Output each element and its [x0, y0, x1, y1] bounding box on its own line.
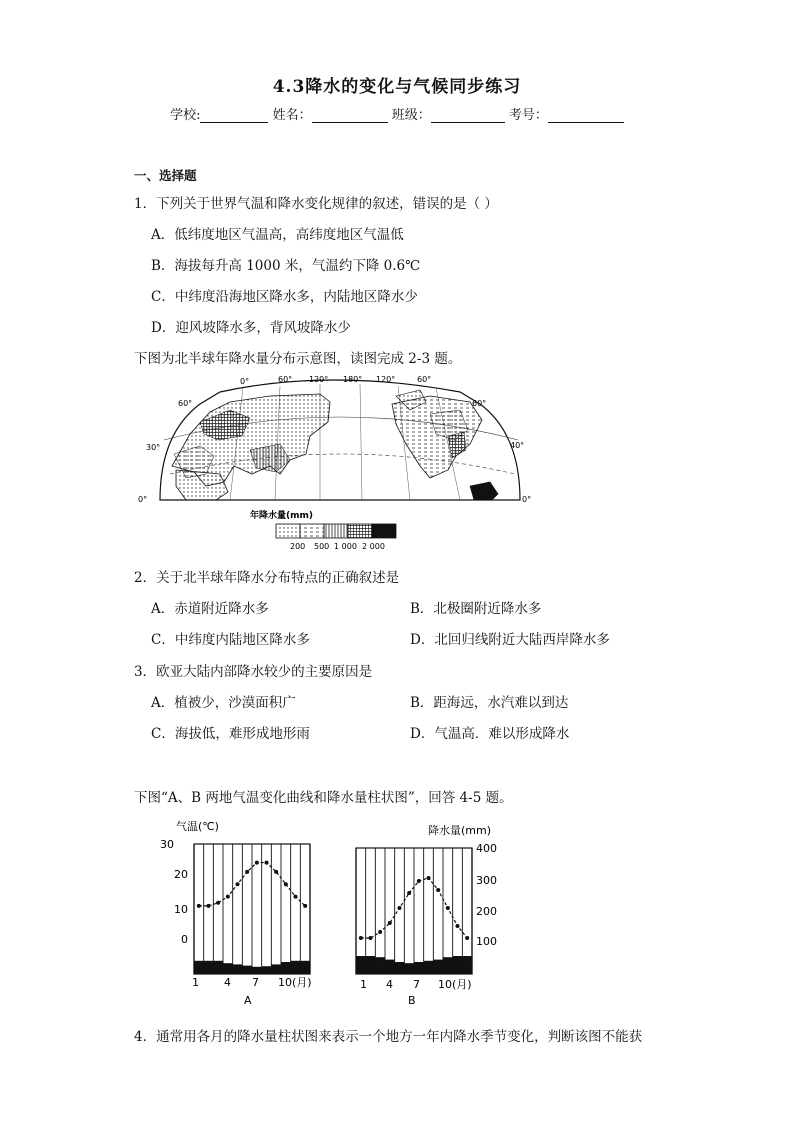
precip-bar	[281, 962, 291, 974]
precip-bar	[375, 957, 385, 974]
precip-bar	[271, 964, 281, 974]
temperature-point	[369, 936, 373, 940]
temperature-point	[284, 882, 288, 886]
temperature-point	[359, 936, 363, 940]
question-2-stem: 2．关于北半球年降水分布特点的正确叙述是	[134, 570, 400, 586]
temperature-point	[274, 870, 278, 874]
map-top-label: 180°	[343, 375, 363, 384]
temperature-point	[245, 870, 249, 874]
question-3-option-d[interactable]: D．气温高．难以形成降水	[410, 726, 570, 742]
precip-bar	[366, 956, 376, 974]
chart-b-precip-tick: 100	[476, 935, 497, 948]
precip-bar	[291, 961, 301, 974]
chart-a-month-tick: 10(月)	[278, 976, 312, 989]
map-right-label: 60°	[472, 399, 487, 408]
map-legend-value: 500	[314, 542, 330, 551]
intro-4-5: 下图“A、B 两地气温变化曲线和降水量柱状图”，回答 4-5 题。	[134, 790, 513, 806]
temperature-point	[407, 891, 411, 895]
question-3-option-c[interactable]: C．海拔低，难形成地形雨	[151, 726, 310, 742]
exam-no-label: 考号：	[508, 108, 548, 123]
chart-b-precip-tick: 200	[476, 905, 497, 918]
precip-bar	[262, 966, 272, 974]
chart-a-month-tick: 1	[192, 976, 199, 989]
temperature-point	[446, 906, 450, 910]
intro-2-3: 下图为北半球年降水量分布示意图，读图完成 2-3 题。	[134, 351, 462, 367]
question-1-stem: 1．下列关于世界气温和降水变化规律的叙述，错误的是（ ）	[134, 196, 498, 212]
temperature-point	[197, 904, 201, 908]
temperature-point	[255, 861, 259, 865]
temperature-point	[436, 888, 440, 892]
temperature-point	[294, 895, 298, 899]
temperature-point	[417, 879, 421, 883]
precip-bar	[223, 963, 233, 974]
precip-bar	[356, 956, 366, 974]
precip-bar	[443, 957, 453, 974]
map-right-label: 40°	[510, 441, 525, 450]
temperature-point	[226, 895, 230, 899]
question-2-option-b[interactable]: B．北极圈附近降水多	[410, 601, 542, 617]
precip-bar	[385, 960, 395, 974]
chart-b-month-tick: 4	[386, 978, 393, 991]
map-legend	[276, 524, 396, 538]
question-1-option-b[interactable]: B．海拔每升高 1000 米，气温约下降 0.6℃	[151, 258, 421, 274]
precip-bar	[252, 967, 262, 974]
section-heading: 一、选择题	[134, 168, 197, 183]
map-legend-value: 2 000	[362, 542, 385, 551]
temperature-point	[388, 921, 392, 925]
temperature-point	[216, 901, 220, 905]
chart-a-temp-tick: 10	[174, 903, 188, 916]
temperature-point	[465, 936, 469, 940]
map-left-label: 30°	[146, 443, 161, 452]
precip-bar	[300, 961, 310, 974]
climate-charts	[160, 814, 520, 1014]
precip-bar	[414, 962, 424, 974]
question-1-option-c[interactable]: C．中纬度沿海地区降水多，内陆地区降水少	[151, 289, 418, 305]
student-info-line	[0, 104, 794, 123]
map-right-label: 0°	[522, 495, 532, 504]
question-2-option-c[interactable]: C．中纬度内陆地区降水多	[151, 632, 310, 648]
chart-a-name: A	[244, 994, 252, 1007]
temperature-point	[456, 924, 460, 928]
chart-a-temp-tick: 30	[160, 838, 174, 851]
map-top-label: 60°	[417, 375, 432, 384]
temperature-point	[427, 876, 431, 880]
precip-bar	[213, 961, 223, 974]
map-legend-value: 200	[290, 542, 306, 551]
name-blank[interactable]	[312, 108, 388, 123]
class-label: 班级：	[391, 108, 431, 123]
chart-b-name: B	[408, 994, 416, 1007]
question-3-option-a[interactable]: A．植被少，沙漠面积广	[151, 695, 296, 711]
map-legend-value: 1 000	[334, 542, 357, 551]
temperature-point	[303, 904, 307, 908]
map-top-label: 120°	[376, 375, 396, 384]
map-left-label: 0°	[138, 495, 148, 504]
question-2-option-a[interactable]: A．赤道附近降水多	[151, 601, 269, 617]
temperature-point	[207, 904, 211, 908]
chart-b-precip-tick: 300	[476, 874, 497, 887]
question-3-option-b[interactable]: B．距海远，水汽难以到达	[410, 695, 569, 711]
temperature-point	[398, 906, 402, 910]
precip-bar	[395, 962, 405, 974]
map-top-label: 0°	[240, 377, 250, 386]
chart-a	[194, 844, 310, 974]
chart-b-month-tick: 7	[413, 978, 420, 991]
precip-bar	[204, 961, 214, 974]
class-blank[interactable]	[431, 108, 505, 123]
chart-b-month-tick: 1	[360, 978, 367, 991]
chart-a-month-tick: 4	[224, 976, 231, 989]
chart-b	[356, 848, 472, 974]
precip-bar	[404, 963, 414, 974]
temperature-point	[236, 882, 240, 886]
map-legend-title: 年降水量(mm)	[250, 511, 313, 521]
exam-no-blank[interactable]	[548, 108, 624, 123]
precipitation-map	[130, 374, 530, 554]
precip-bar	[453, 956, 463, 974]
name-label: 姓名：	[272, 108, 312, 123]
chart-a-temp-tick: 0	[181, 933, 188, 946]
chart-a-month-tick: 7	[252, 976, 259, 989]
temperature-point	[265, 861, 269, 865]
question-2-option-d[interactable]: D．北回归线附近大陆西岸降水多	[410, 632, 610, 648]
chart-a-temp-tick: 20	[174, 868, 188, 881]
school-label: 学校:	[170, 108, 201, 123]
precip-bar	[233, 964, 243, 974]
map-top-label: 120°	[309, 375, 329, 384]
chart-b-precip-tick: 400	[476, 842, 497, 855]
question-1-option-a[interactable]: A．低纬度地区气温高，高纬度地区气温低	[151, 227, 404, 243]
school-blank[interactable]	[200, 108, 268, 123]
precip-bar	[433, 960, 443, 974]
chart-b-precip-axis-label: 降水量(mm)	[428, 824, 492, 837]
precip-bar	[242, 966, 252, 974]
precip-bar	[424, 961, 434, 974]
question-4-stem: 4．通常用各月的降水量柱状图来表示一个地方一年内降水季节变化，判断该图不能获	[134, 1029, 643, 1045]
chart-b-month-tick: 10(月)	[438, 978, 472, 991]
map-left-label: 60°	[178, 399, 193, 408]
question-1-option-d[interactable]: D．迎风坡降水多，背风坡降水少	[151, 320, 351, 336]
map-top-label: 60°	[278, 375, 293, 384]
precip-bar	[194, 961, 204, 974]
question-3-stem: 3．欧亚大陆内部降水较少的主要原因是	[134, 664, 373, 680]
temperature-point	[378, 930, 382, 934]
precip-bar	[462, 956, 472, 974]
chart-a-temp-axis-label: 气温(℃)	[176, 820, 219, 833]
page-title: 4.3降水的变化与气候同步练习	[272, 77, 522, 97]
